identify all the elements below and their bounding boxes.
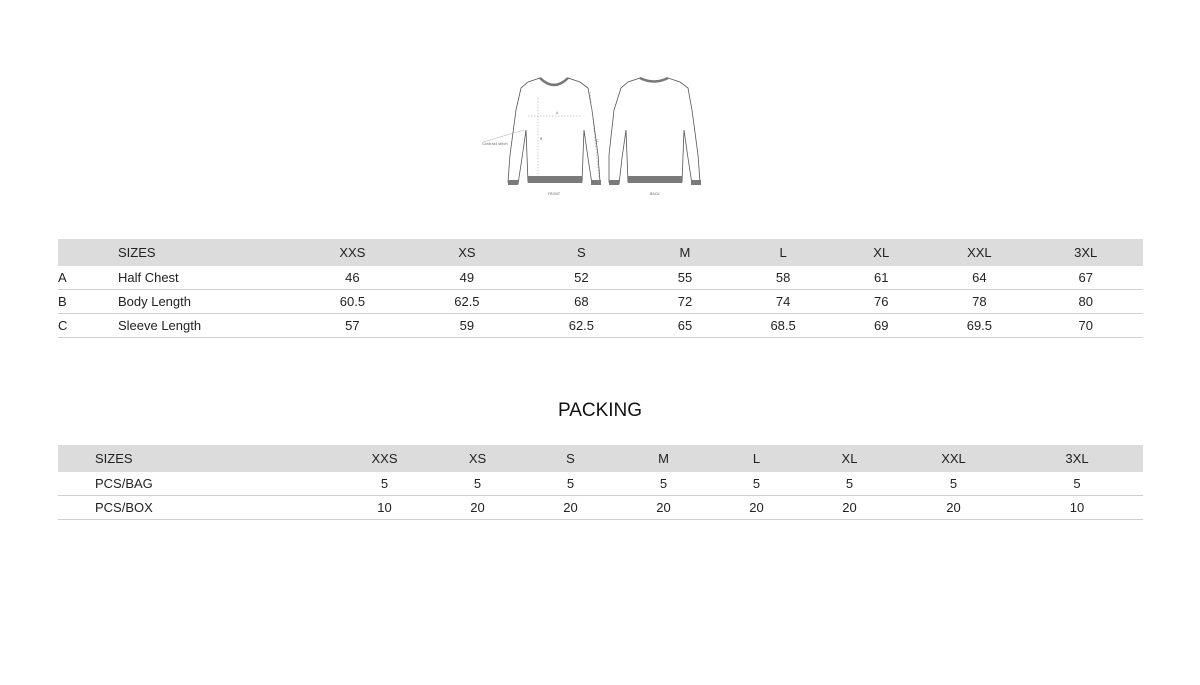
contrast-stitch-label: Contrast stitch <box>482 142 508 146</box>
cell-value: 5 <box>1011 472 1143 496</box>
table-row <box>58 472 1143 496</box>
row-label: Half Chest <box>118 266 298 290</box>
cell-value: 72 <box>636 290 734 314</box>
table-row <box>58 290 1143 314</box>
cell-value: 80 <box>1028 290 1143 314</box>
back-view <box>609 78 701 185</box>
measure-a-label: A <box>556 111 559 115</box>
table-row <box>58 266 1143 290</box>
packing-header-xxs: XXS <box>338 445 431 472</box>
cell-value: 61 <box>832 266 930 290</box>
code-header <box>58 239 118 266</box>
cell-value: 55 <box>636 266 734 290</box>
row-code: A <box>58 266 118 290</box>
cell-value: 20 <box>431 496 524 520</box>
packing-header-3xl: 3XL <box>1011 445 1143 472</box>
measure-b-label: B <box>540 137 543 141</box>
cell-value: 20 <box>524 496 617 520</box>
packing-table-header-row <box>58 445 1143 472</box>
size-header-xs: XS <box>407 239 527 266</box>
cell-value: 20 <box>710 496 803 520</box>
row-label: PCS/BOX <box>58 496 338 520</box>
cell-value: 20 <box>803 496 896 520</box>
cell-value: 5 <box>617 472 710 496</box>
size-table-header-row <box>58 239 1143 266</box>
packing-header-l: L <box>710 445 803 472</box>
packing-header-m: M <box>617 445 710 472</box>
cell-value: 49 <box>407 266 527 290</box>
back-view-label: BACK <box>650 192 660 196</box>
row-code: C <box>58 314 118 338</box>
packing-sizes-header: SIZES <box>58 445 338 472</box>
cell-value: 64 <box>930 266 1028 290</box>
row-code: B <box>58 290 118 314</box>
cell-value: 70 <box>1028 314 1143 338</box>
table-row <box>58 496 1143 520</box>
size-header-xl: XL <box>832 239 930 266</box>
size-header-xxs: XXS <box>298 239 407 266</box>
row-label: Body Length <box>118 290 298 314</box>
size-header-s: S <box>527 239 636 266</box>
cell-value: 69.5 <box>930 314 1028 338</box>
packing-title: PACKING <box>557 400 643 421</box>
cell-value: 60.5 <box>298 290 407 314</box>
sweatshirt-illustration <box>478 70 728 200</box>
cell-value: 5 <box>524 472 617 496</box>
cell-value: 10 <box>1011 496 1143 520</box>
row-label: Sleeve Length <box>118 314 298 338</box>
size-header-l: L <box>734 239 832 266</box>
front-view <box>483 78 601 185</box>
cell-value: 5 <box>896 472 1011 496</box>
cell-value: 46 <box>298 266 407 290</box>
cell-value: 62.5 <box>407 290 527 314</box>
cell-value: 74 <box>734 290 832 314</box>
cell-value: 62.5 <box>527 314 636 338</box>
cell-value: 5 <box>710 472 803 496</box>
packing-header-xl: XL <box>803 445 896 472</box>
cell-value: 5 <box>431 472 524 496</box>
cell-value: 69 <box>832 314 930 338</box>
packing-header-xs: XS <box>431 445 524 472</box>
cell-value: 10 <box>338 496 431 520</box>
cell-value: 76 <box>832 290 930 314</box>
cell-value: 5 <box>338 472 431 496</box>
cell-value: 59 <box>407 314 527 338</box>
cell-value: 68 <box>527 290 636 314</box>
size-header-m: M <box>636 239 734 266</box>
size-header-3xl: 3XL <box>1028 239 1143 266</box>
cell-value: 78 <box>930 290 1028 314</box>
packing-header-s: S <box>524 445 617 472</box>
row-label: PCS/BAG <box>58 472 338 496</box>
packing-header-xxl: XXL <box>896 445 1011 472</box>
front-view-label: FRONT <box>548 192 560 196</box>
cell-value: 20 <box>617 496 710 520</box>
table-row <box>58 314 1143 338</box>
cell-value: 68.5 <box>734 314 832 338</box>
cell-value: 52 <box>527 266 636 290</box>
size-chart-table <box>58 239 1143 338</box>
cell-value: 67 <box>1028 266 1143 290</box>
cell-value: 65 <box>636 314 734 338</box>
sweatshirt-technical-drawing <box>478 70 728 200</box>
cell-value: 5 <box>803 472 896 496</box>
cell-value: 58 <box>734 266 832 290</box>
packing-table <box>58 445 1143 520</box>
cell-value: 57 <box>298 314 407 338</box>
size-header-xxl: XXL <box>930 239 1028 266</box>
measure-c-label: C <box>596 139 599 143</box>
sizes-header: SIZES <box>118 239 298 266</box>
cell-value: 20 <box>896 496 1011 520</box>
